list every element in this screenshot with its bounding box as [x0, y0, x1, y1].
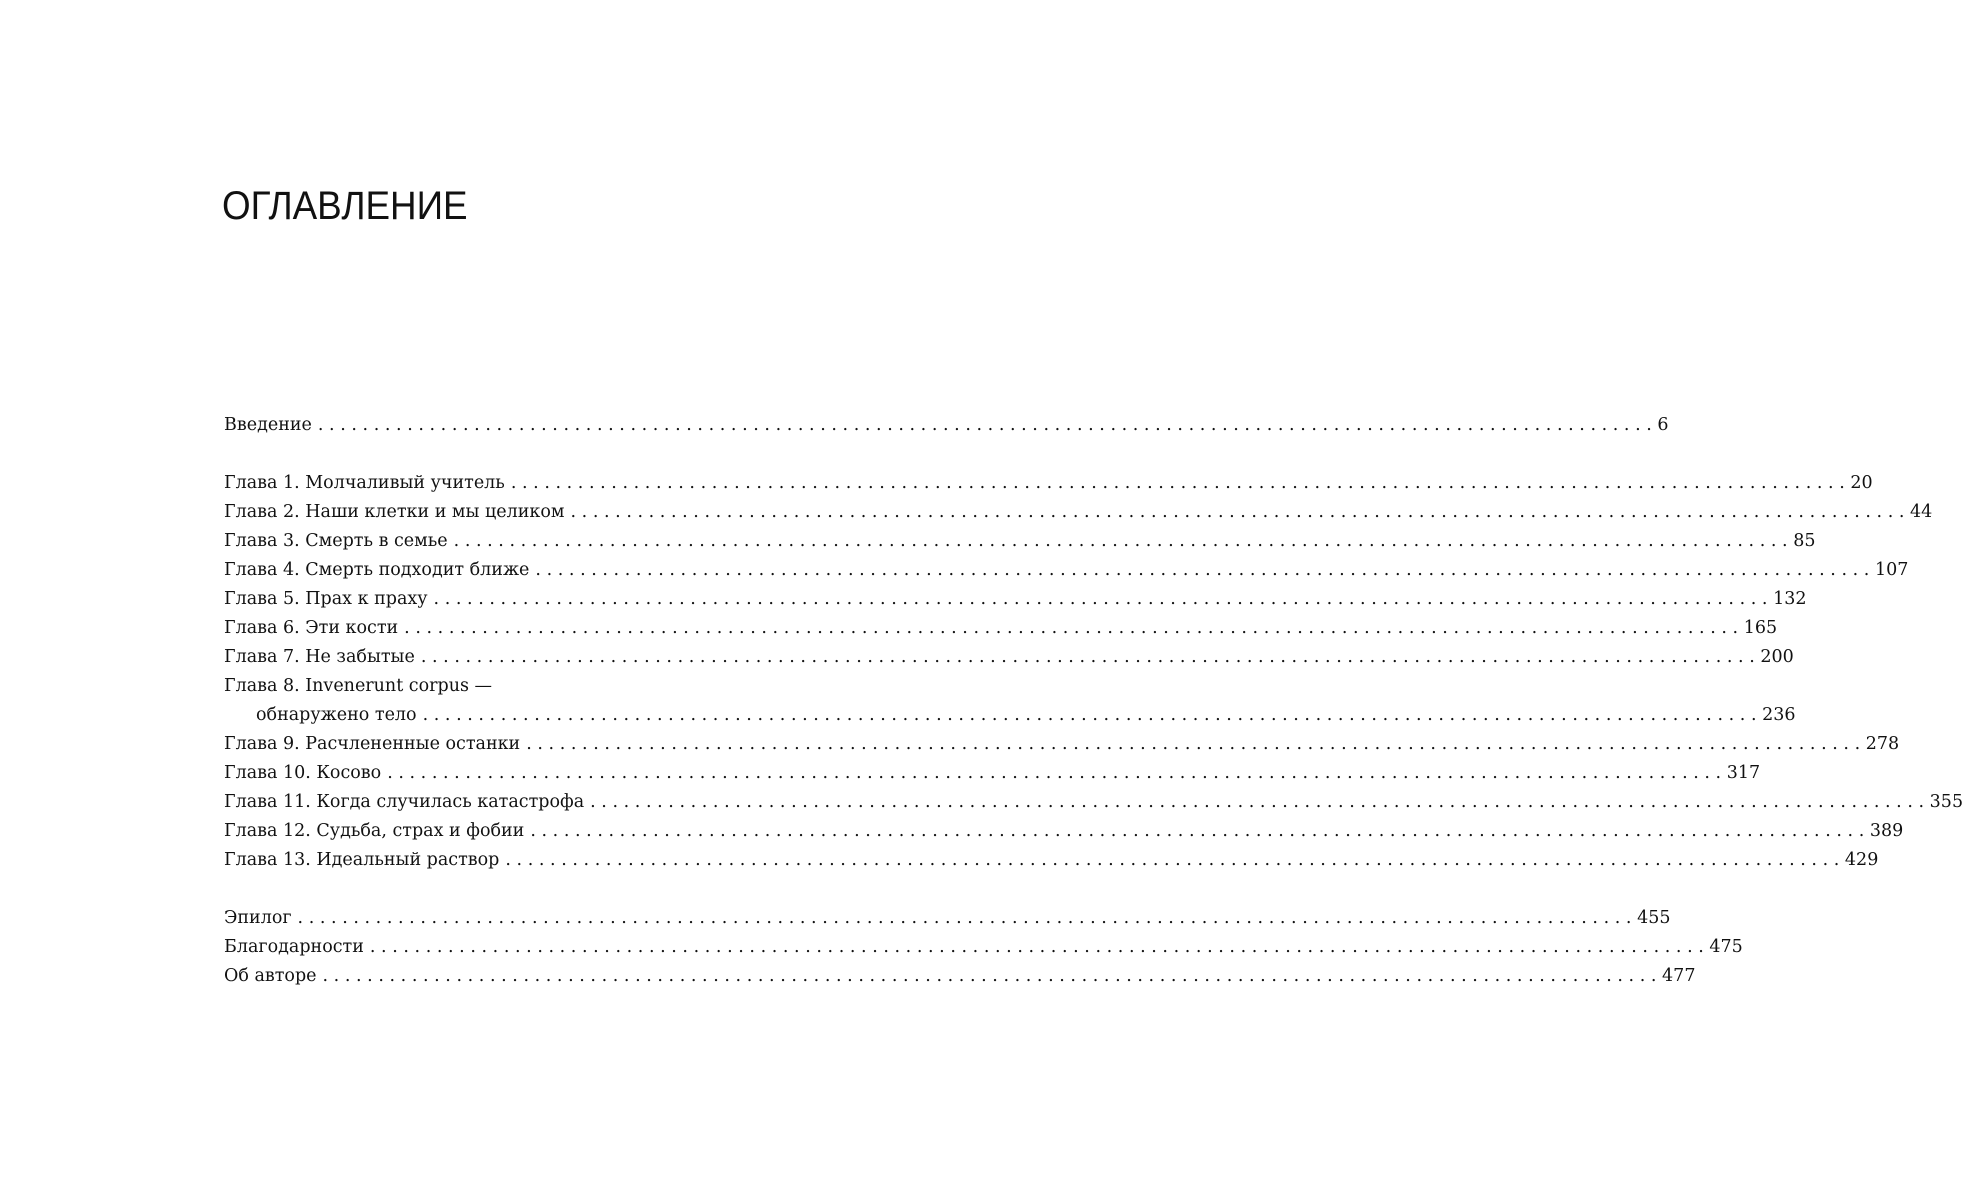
- toc-entry-page-number: 477: [1662, 966, 1696, 986]
- toc-entry[interactable]: [224, 904, 1671, 933]
- toc-entry[interactable]: [224, 614, 1778, 643]
- dot-leader: ........................................................................................................................: [422, 705, 1763, 725]
- toc-entry-title: Введение: [224, 415, 312, 435]
- toc-entry-title: Глава 10. Косово: [224, 763, 382, 783]
- toc-entry-title: Глава 6. Эти кости: [224, 618, 399, 638]
- toc-entry[interactable]: [224, 672, 704, 701]
- toc-entry-page-number: 107: [1874, 560, 1909, 580]
- dot-leader: ........................................................................................................................: [505, 850, 1845, 870]
- toc-entry[interactable]: [224, 498, 1933, 527]
- dot-leader: ........................................................................................................................: [590, 792, 1930, 812]
- toc-entry-title: Глава 9. Расчлененные останки: [224, 734, 521, 754]
- toc-entry[interactable]: [224, 556, 1909, 585]
- toc-entry[interactable]: [224, 730, 1900, 759]
- toc-entry-title: Благодарности: [224, 937, 364, 957]
- toc-entry-title: Эпилог: [224, 908, 292, 928]
- toc-entry[interactable]: [224, 585, 1807, 614]
- toc-entry-page-number: 85: [1793, 531, 1816, 551]
- toc-entry-page-number: 165: [1743, 618, 1778, 638]
- dot-leader: ........................................................................................................................: [322, 966, 1663, 986]
- toc-entry[interactable]: [224, 962, 1696, 991]
- toc-entry-title: Глава 2. Наши клетки и мы целиком: [224, 502, 565, 522]
- dot-leader: ........................................................................................................................: [570, 502, 1911, 522]
- toc-entry-page-number: 355: [1929, 792, 1963, 812]
- toc-entry[interactable]: [224, 701, 1796, 730]
- table-of-contents: [224, 411, 1963, 991]
- toc-entry-title: Глава 12. Судьба, страх и фобии: [224, 821, 525, 841]
- toc-entry-page-number: 20: [1850, 473, 1873, 493]
- toc-entry-page-number: 455: [1637, 908, 1671, 928]
- toc-entry[interactable]: [224, 759, 1761, 788]
- dot-leader: ........................................................................................................................: [387, 763, 1727, 783]
- toc-entry-page-number: 389: [1869, 821, 1904, 841]
- dot-leader: ........................................................................................................................: [404, 618, 1744, 638]
- dot-leader: ........................................................................................................................: [420, 647, 1761, 667]
- dot-leader: ........................................................................................................................: [510, 473, 1851, 493]
- dot-leader: ........................................................................................................................: [526, 734, 1866, 754]
- toc-entry-title: Глава 8. Invenerunt corpus —: [224, 676, 493, 696]
- toc-entry[interactable]: [224, 817, 1904, 846]
- toc-entry[interactable]: [224, 469, 1873, 498]
- dot-leader: ........................................................................................................................: [369, 937, 1710, 957]
- dot-leader: ........................................................................................................................: [530, 821, 1870, 841]
- toc-entry-title: Глава 5. Прах к праху: [224, 589, 428, 609]
- dot-leader: ........................................................................................................................: [433, 589, 1774, 609]
- dot-leader: ........................................................................................................................: [453, 531, 1794, 551]
- toc-entry[interactable]: [224, 643, 1794, 672]
- toc-entry-title: Глава 7. Не забытые: [224, 647, 415, 667]
- toc-entry-page-number: 317: [1726, 763, 1761, 783]
- page-title: ОГЛАВЛЕНИЕ: [222, 184, 468, 228]
- toc-entry-page-number: 278: [1865, 734, 1900, 754]
- toc-entry-title: Об авторе: [224, 966, 317, 986]
- dot-leader: ........................................................................................................................: [535, 560, 1875, 580]
- toc-entry[interactable]: [224, 411, 1669, 440]
- toc-entry-page-number: 132: [1773, 589, 1807, 609]
- dot-leader: ........................................................................................................................: [297, 908, 1638, 928]
- toc-entry-title: Глава 13. Идеальный раствор: [224, 850, 500, 870]
- toc-entry-title: Глава 3. Смерть в семье: [224, 531, 448, 551]
- toc-entry-page-number: 475: [1709, 937, 1743, 957]
- toc-entry[interactable]: [224, 527, 1816, 556]
- dot-leader: ........................................................................................................................: [317, 415, 1658, 435]
- toc-entry-page-number: 6: [1657, 415, 1669, 435]
- toc-entry-page-number: 236: [1762, 705, 1796, 725]
- toc-entry-page-number: 44: [1910, 502, 1933, 522]
- toc-entry[interactable]: [224, 788, 1963, 817]
- toc-entry-title: Глава 1. Молчаливый учитель: [224, 473, 505, 493]
- toc-entry-page-number: 429: [1844, 850, 1879, 870]
- toc-entry[interactable]: [224, 933, 1743, 962]
- toc-entry-title: обнаружено тело: [256, 705, 417, 725]
- toc-entry-title: Глава 11. Когда случилась катастрофа: [224, 792, 585, 812]
- toc-entry[interactable]: [224, 846, 1879, 875]
- toc-entry-page-number: 200: [1760, 647, 1794, 667]
- toc-entry-title: Глава 4. Смерть подходит ближе: [224, 560, 530, 580]
